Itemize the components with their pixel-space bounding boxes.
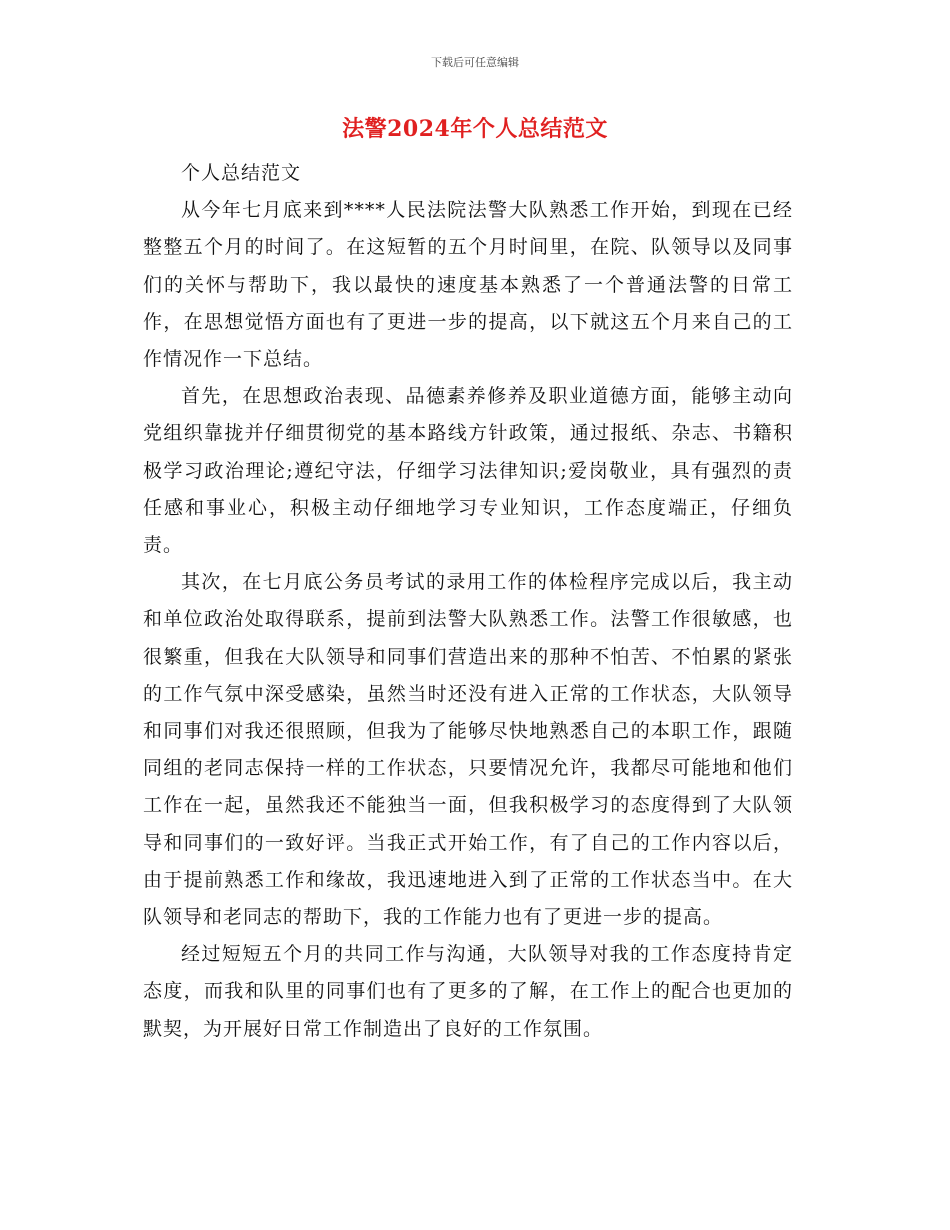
header-note: 下载后可任意编辑 <box>431 56 519 69</box>
paragraph-intro: 从今年七月底来到****人民法院法警大队熟悉工作开始，到现在已经整整五个月的时间了。在这短暂的五个月时间里，在院、队领导以及同事们的关怀与帮助下，我以最快的速度基本熟悉了一个普通法警的日常工作，在思想觉悟方面也有了更进一步的提高，以下就这五个月来自己的工作情况作一下总结。 <box>143 199 793 371</box>
paragraph-subtitle: 个人总结范文 <box>181 162 302 184</box>
document-title: 法警2024年个人总结范文 <box>342 116 608 142</box>
document-body <box>143 155 793 1048</box>
paragraph-first: 首先，在思想政治表现、品德素养修养及职业道德方面，能够主动向党组织靠拢并仔细贯彻党的基本路线方针政策，通过报纸、杂志、书籍积极学习政治理论;遵纪守法，仔细学习法律知识;爱岗敬业，具有强烈的责任感和事业心，积极主动仔细地学习专业知识，工作态度端正，仔细负责。 <box>143 385 793 557</box>
paragraph-third: 经过短短五个月的共同工作与沟通，大队领导对我的工作态度持肯定态度，而我和队里的同事们也有了更多的了解，在工作上的配合也更加的默契，为开展好日常工作制造出了良好的工作氛围。 <box>143 943 793 1040</box>
paragraph-second: 其次，在七月底公务员考试的录用工作的体检程序完成以后，我主动和单位政治处取得联系，提前到法警大队熟悉工作。法警工作很敏感，也很繁重，但我在大队领导和同事们营造出来的那种不怕苦、不怕累的紧张的工作气氛中深受感染，虽然当时还没有进入正常的工作状态，大队领导和同事们对我还很照顾，但我为了能够尽快地熟悉自己的本职工作，跟随同组的老同志保持一样的工作状态，只要情况允许，我都尽可能地和他们工作在一起，虽然我还不能独当一面，但我积极学习的态度得到了大队领导和同事们的一致好评。当我正式开始工作，有了自己的工作内容以后，由于提前熟悉工作和缘故，我迅速地进入到了正常的工作状态当中。在大队领导和老同志的帮助下，我的工作能力也有了更进一步的提高。 <box>143 571 793 929</box>
